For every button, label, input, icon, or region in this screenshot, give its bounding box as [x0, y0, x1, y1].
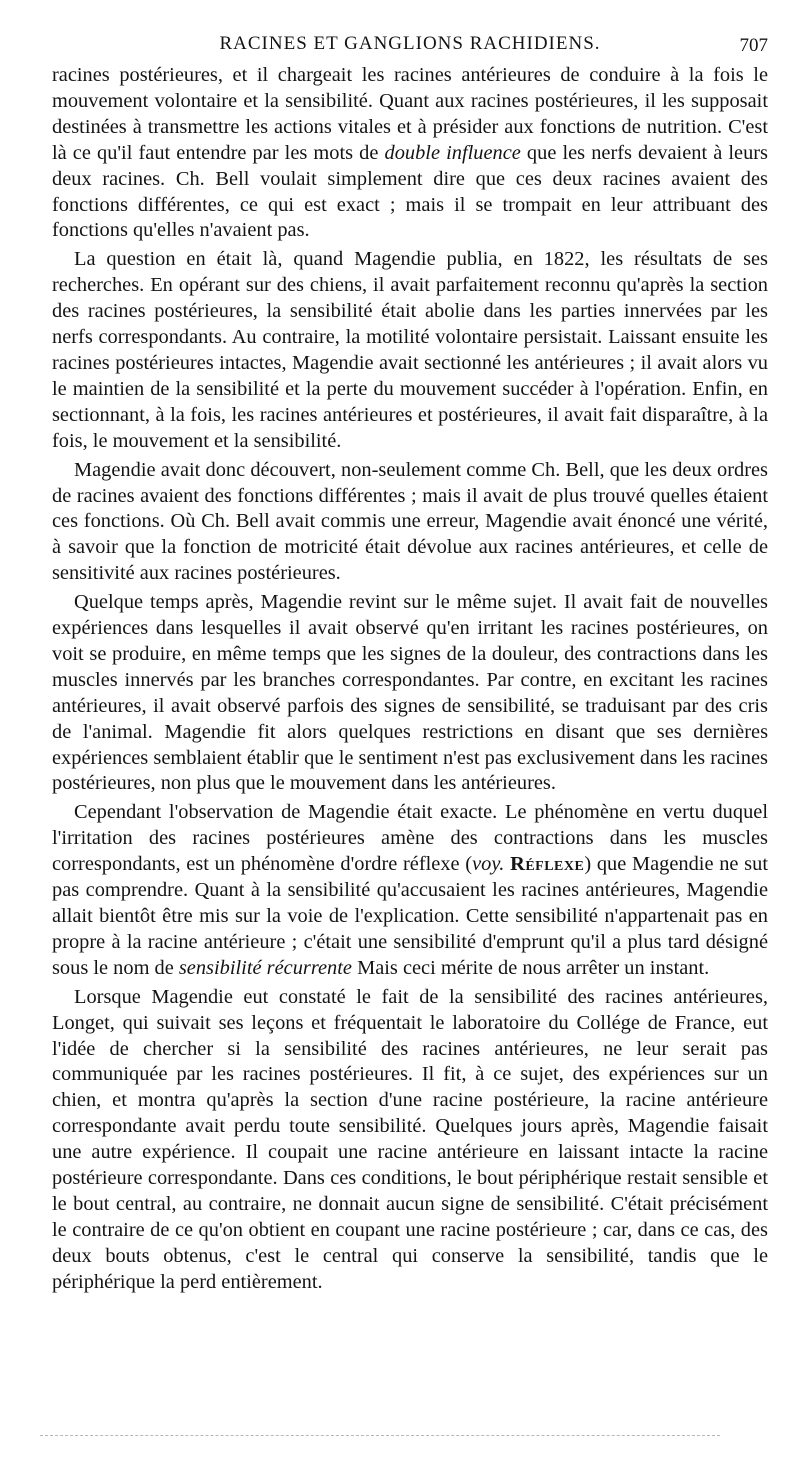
- paragraph-text: que les nerfs devaient à leurs deux racines. Ch. Bell voulait simplement dire que ces deux racines avaient des fonctions différentes, ce qui est exact ; mais il se trompait en leur attribuant des fonctions qu'elles n'avaient pas.: [52, 141, 768, 242]
- running-header: [52, 31, 768, 57]
- cross-reference: Réflexe: [510, 853, 585, 876]
- paragraph-4: [52, 590, 768, 797]
- italic-term: double influence: [384, 141, 521, 164]
- paragraph-text: Cependant l'observation de Magendie était exacte. Le phénomène en vertu duquel l'irritation des racines postérieures amène des contractions dans les muscles correspondants, est un phénomène d'ordre réflexe (: [52, 801, 768, 876]
- paragraph-text: Mais ceci mérite de nous arrêter un instant.: [351, 956, 710, 979]
- running-title: RACINES ET GANGLIONS RACHIDIENS.: [219, 33, 601, 54]
- footer-rule: [40, 1435, 720, 1436]
- paragraph-text: La question en était là, quand Magendie publia, en 1822, les résultats de ses recherches. En opérant sur des chiens, il avait parfaitement reconnu qu'après la section des racines postérieures, la sensibilité était abolie dans les parties innervées par les nerfs correspondants. Au contraire, la motilité volontaire persistait. Laissant ensuite les racines postérieures intactes, Magendie avait sectionné les antérieures ; il avait alors vu le maintien de la sensibilité et la perte du mouvement succéder à l'opération. Enfin, en sectionnant, à la fois, les racines antérieures et postérieures, il avait fait disparaître, à la fois, le mouvement et la sensibilité.: [52, 248, 768, 452]
- paragraph-6: [52, 985, 768, 1296]
- paragraph-text: Quelque temps après, Magendie revint sur le même sujet. Il avait fait de nouvelles expériences dans lesquelles il avait observé qu'en irritant les racines postérieures, on voit se produire, en même temps que les signes de la douleur, des contractions dans les muscles innervés par les branches correspondantes. Par contre, en excitant les racines antérieures, il avait observé parfois des signes de sensibilité, se traduisant par des cris de l'animal. Magendie fit alors quelques restrictions en disant que ses dernières expériences semblaient établir que le sentiment n'est pas exclusivement dans les racines postérieures, non plus que le mouvement dans les antérieures.: [52, 591, 768, 795]
- page-number: 707: [739, 35, 768, 56]
- italic-term: sensibilité récurrente: [178, 956, 352, 979]
- paragraph-text: Magendie avait donc découvert, non-seulement comme Ch. Bell, que les deux ordres de racines avaient des fonctions différentes ; mais il avait de plus trouvé quelles étaient ces fonctions. Où Ch. Bell avait commis une erreur, Magendie avait énoncé une vérité, à savoir que la fonction de motricité était dévolue aux racines antérieures, et celle de sensitivité aux racines postérieures.: [52, 458, 768, 585]
- italic-term: voy.: [472, 853, 505, 876]
- body-text: [52, 63, 768, 1296]
- paragraph-5: [52, 800, 768, 981]
- paragraph-2: [52, 247, 768, 454]
- paragraph-text: racines postérieures, et il chargeait les racines antérieures de conduire à la fois le mouvement volontaire et la sensibilité. Quant aux racines postérieures, il les supposait destinées à transmettre les actions vitales et à présider aux fonctions de nutrition. C'est là ce qu'il faut entendre par les mots de: [52, 64, 768, 164]
- paragraph-3: [52, 458, 768, 588]
- paragraph-text: Lorsque Magendie eut constaté le fait de la sensibilité des racines antérieures, Longet, qui suivait ses leçons et fréquentait le laboratoire du Collége de France, eut l'idée de chercher si la sensibilité des racines antérieures, ne leur serait pas communiquée par les racines postérieures. Il fit, à ce sujet, des expériences sur un chien, et montra qu'après la section d'une racine postérieure, la racine antérieure correspondante avait perdu toute sensibilité. Quelques jours après, Magendie faisait une autre expérience. Il coupait une racine antérieure en laissant intacte la racine postérieure correspondante. Dans ces conditions, le bout périphérique restait sensible et le bout central, au contraire, ne donnait aucun signe de sensibilité. C'était précisément le contraire de ce qu'on obtient en coupant une racine postérieure ; car, dans ce cas, des deux bouts obtenus, c'est le central qui conserve la sensibilité, tandis que le périphérique la perd entièrement.: [52, 985, 768, 1293]
- paragraph-text: ) que Magendie ne sut pas comprendre. Quant à la sensibilité qu'accusaient les racines antérieures, Magendie allait bientôt être mis sur la voie de l'explication. Cette sensibilité n'appartenait pas en propre à la racine antérieure ; c'était une sensibilité d'emprunt qu'il a plus tard désigné sous le nom de: [52, 853, 768, 979]
- paragraph-1: [52, 63, 768, 244]
